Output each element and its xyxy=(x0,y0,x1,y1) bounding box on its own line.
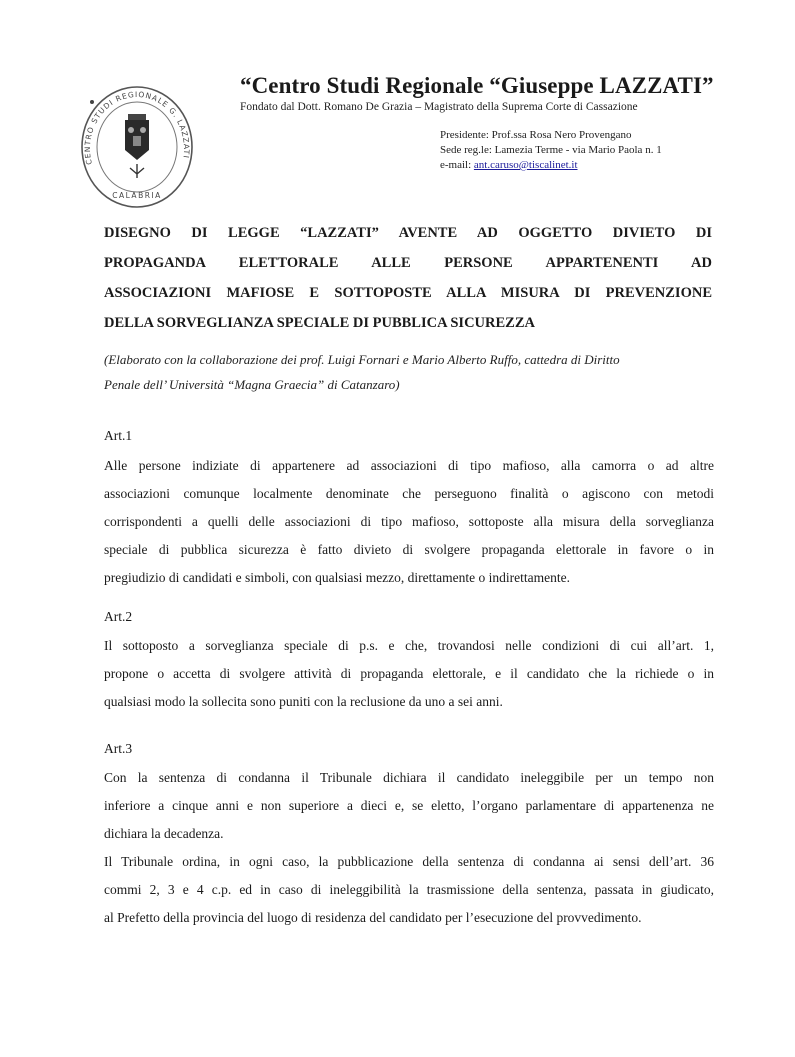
article-3-text xyxy=(104,764,714,932)
note-line: (Elaborato con la collaborazione dei prof. Luigi Fornari e Mario Alberto Ruffo, cattedra di Diritto xyxy=(104,352,620,367)
article-line: associazioni comunque localmente denominate che perseguono finalità o agiscono con metodi xyxy=(104,486,714,501)
heading-line: DELLA SORVEGLIANZA SPECIALE DI PUBBLICA SICUREZZA xyxy=(104,315,535,331)
organization-subtitle: Fondato dal Dott. Romano De Grazia – Magistrato della Suprema Corte di Cassazione xyxy=(240,101,638,113)
article-3-title: Art.3 xyxy=(104,741,133,756)
seal-stamp xyxy=(78,84,196,210)
svg-text:CALABRIA: CALABRIA xyxy=(112,191,162,200)
svg-text:CENTRO STUDI REGIONALE G. LAZZ: CENTRO STUDI REGIONALE G. LAZZATI xyxy=(82,89,192,166)
article-2-title: Art.2 xyxy=(104,609,133,624)
president-line: Presidente: Prof.ssa Rosa Nero Provengano xyxy=(440,129,632,141)
article-line: corrispondenti a quelli delle associazioni di tipo mafioso, sottoposte alla misura della sorveglianza xyxy=(104,514,714,529)
article-line: Alle persone indiziate di appartenere ad associazioni di tipo mafioso, alla camorra o ad altre xyxy=(104,458,714,473)
article-line: propone o accetta di svolgere attività di propaganda elettorale, e il candidato che la richiede o in xyxy=(104,666,714,681)
article-2-text xyxy=(104,632,714,716)
article-line: commi 2, 3 e 4 c.p. ed in caso di ineleggibilità la trasmissione della sentenza, passata in giudicato, xyxy=(104,882,714,897)
document-heading xyxy=(104,218,712,338)
article-line: Con la sentenza di condanna il Tribunale dichiara il candidato ineleggibile per un tempo non xyxy=(104,770,714,785)
bullet-dot xyxy=(90,100,94,104)
article-line: inferiore a cinque anni e non superiore a dieci e, se eletto, l’organo parlamentare di appartenenza ne xyxy=(104,798,714,813)
email-label: e-mail: xyxy=(440,159,474,171)
article-line: al Prefetto della provincia del luogo di residenza del candidato per l’esecuzione del provvedimento. xyxy=(104,910,642,925)
article-1-title: Art.1 xyxy=(104,428,133,443)
article-line: dichiara la decadenza. xyxy=(104,826,224,841)
email-line xyxy=(440,158,662,173)
article-line: qualsiasi modo la sollecita sono puniti con la reclusione da uno a sei anni. xyxy=(104,694,503,709)
organization-contacts xyxy=(440,128,662,173)
address-line: Sede reg.le: Lamezia Terme - via Mario Paola n. 1 xyxy=(440,144,662,156)
article-line: Il Tribunale ordina, in ogni caso, la pubblicazione della sentenza di condanna ai sensi dell’art. 36 xyxy=(104,854,714,869)
article-line: speciale di pubblica sicurezza è fatto divieto di svolgere propaganda elettorale in favore o in xyxy=(104,542,714,557)
article-line: pregiudizio di candidati e simboli, con qualsiasi mezzo, direttamente o indirettamente. xyxy=(104,570,570,585)
article-line: Il sottoposto a sorveglianza speciale di p.s. e che, trovandosi nelle condizioni di cui all’art. 1, xyxy=(104,638,714,653)
organization-title: “Centro Studi Regionale “Giuseppe LAZZATI” xyxy=(240,73,714,98)
heading-line: DISEGNO DI LEGGE “LAZZATI” AVENTE AD OGGETTO DIVIETO DI xyxy=(104,225,712,241)
note-line: Penale dell’ Università “Magna Graecia” di Catanzaro) xyxy=(104,377,400,392)
heading-line: PROPAGANDA ELETTORALE ALLE PERSONE APPARTENENTI AD xyxy=(104,255,712,271)
article-1-text xyxy=(104,452,714,592)
collaboration-note xyxy=(104,347,716,397)
heading-line: ASSOCIAZIONI MAFIOSE E SOTTOPOSTE ALLA MISURA DI PREVENZIONE xyxy=(104,285,712,301)
email-link[interactable]: ant.caruso@tiscalinet.it xyxy=(473,159,578,171)
